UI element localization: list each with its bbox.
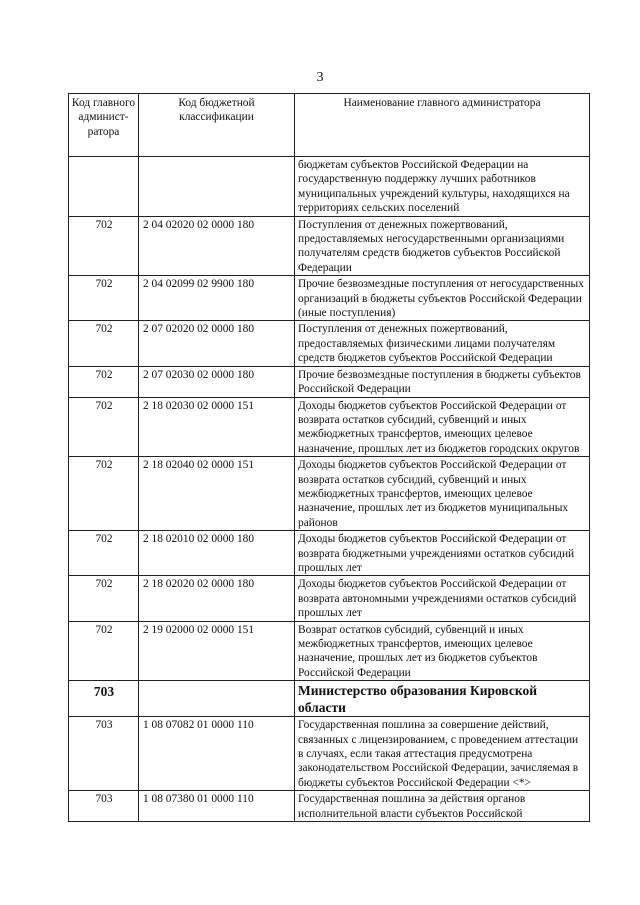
admin-code-cell: 702 [69, 531, 139, 576]
table-row [69, 531, 590, 576]
budget-code-cell: 2 18 02030 02 0000 151 [139, 397, 295, 457]
admin-code-cell: 702 [69, 576, 139, 621]
table-body [69, 157, 590, 822]
budget-code-cell: 1 08 07380 01 0000 110 [139, 791, 295, 822]
table-row [69, 681, 590, 717]
header-admin-name: Наименование главного администратора [295, 94, 590, 157]
header-budget-code: Код бюджетной классификации [139, 94, 295, 157]
admin-name-cell: Доходы бюджетов субъектов Российской Федерации от возврата бюджетными учреждениями остатков субсидий прошлых лет [295, 531, 590, 576]
budget-code-cell: 2 07 02030 02 0000 180 [139, 366, 295, 397]
page-number: 3 [316, 70, 324, 85]
table-row [69, 717, 590, 791]
admin-code-cell: 702 [69, 621, 139, 681]
admin-code-cell: 703 [69, 791, 139, 822]
budget-code-cell [139, 681, 295, 717]
admin-code-cell: 702 [69, 457, 139, 531]
budget-code-cell [139, 157, 295, 217]
admin-code-cell: 702 [69, 397, 139, 457]
admin-name-cell: Государственная пошлина за совершение действий, связанных с лицензированием, с проведением аттестации в случаях, если такая аттестация предусмотрена законодательством Российской Федерации, зачисляемая в бюджеты субъектов Российской Федерации <*> [295, 717, 590, 791]
table-row [69, 321, 590, 366]
table-row [69, 366, 590, 397]
budget-code-cell: 2 04 02099 02 9900 180 [139, 276, 295, 321]
budget-code-cell: 2 19 02000 02 0000 151 [139, 621, 295, 681]
admin-name-cell: Доходы бюджетов субъектов Российской Федерации от возврата автономными учреждениями остатков субсидий прошлых лет [295, 576, 590, 621]
admin-name-cell: Доходы бюджетов субъектов Российской Федерации от возврата остатков субсидий, субвенций и иных межбюджетных трансфертов, имеющих целевое назначение, прошлых лет из бюджетов муниципальных районов [295, 457, 590, 531]
header-admin-code: Код главного админист-ратора [69, 94, 139, 157]
admin-name-cell: бюджетам субъектов Российской Федерации на государственную поддержку лучших работников муниципальных учреждений культуры, находящихся на территориях сельских поселений [295, 157, 590, 217]
admin-name-cell: Прочие безвозмездные поступления в бюджеты субъектов Российской Федерации [295, 366, 590, 397]
budget-code-cell: 2 18 02010 02 0000 180 [139, 531, 295, 576]
admin-code-cell: 702 [69, 321, 139, 366]
admin-name-cell: Доходы бюджетов субъектов Российской Федерации от возврата остатков субсидий, субвенций и иных межбюджетных трансфертов, имеющих целевое назначение, прошлых лет из бюджетов городских округов [295, 397, 590, 457]
budget-classification-table [68, 93, 590, 822]
admin-name-cell: Поступления от денежных пожертвований, предоставляемых негосударственными организациями получателям средств бюджетов субъектов Российской Федерации [295, 216, 590, 276]
admin-name-cell: Возврат остатков субсидий, субвенций и иных межбюджетных трансфертов, имеющих целевое назначение, прошлых лет из бюджетов субъектов Российской Федерации [295, 621, 590, 681]
admin-name-cell: Прочие безвозмездные поступления от негосударственных организаций в бюджеты субъектов Российской Федерации (иные поступления) [295, 276, 590, 321]
admin-code-cell: 702 [69, 276, 139, 321]
table-row [69, 397, 590, 457]
admin-name-cell: Министерство образования Кировской области [295, 681, 590, 717]
admin-code-cell: 703 [69, 717, 139, 791]
admin-name-cell: Поступления от денежных пожертвований, предоставляемых физическими лицами получателям средств бюджетов субъектов Российской Федерации [295, 321, 590, 366]
admin-code-cell: 702 [69, 366, 139, 397]
table-row [69, 157, 590, 217]
table-row [69, 791, 590, 822]
header-row [69, 94, 590, 157]
table-row [69, 457, 590, 531]
table-header [69, 94, 590, 157]
table-row [69, 576, 590, 621]
budget-code-cell: 2 18 02020 02 0000 180 [139, 576, 295, 621]
budget-code-cell: 1 08 07082 01 0000 110 [139, 717, 295, 791]
table-row [69, 216, 590, 276]
admin-code-cell: 702 [69, 216, 139, 276]
budget-code-cell: 2 04 02020 02 0000 180 [139, 216, 295, 276]
admin-name-cell: Государственная пошлина за действия органов исполнительной власти субъектов Российской [295, 791, 590, 822]
table-row [69, 621, 590, 681]
admin-code-cell [69, 157, 139, 217]
budget-code-cell: 2 18 02040 02 0000 151 [139, 457, 295, 531]
admin-code-cell: 703 [69, 681, 139, 717]
table-row [69, 276, 590, 321]
budget-code-cell: 2 07 02020 02 0000 180 [139, 321, 295, 366]
